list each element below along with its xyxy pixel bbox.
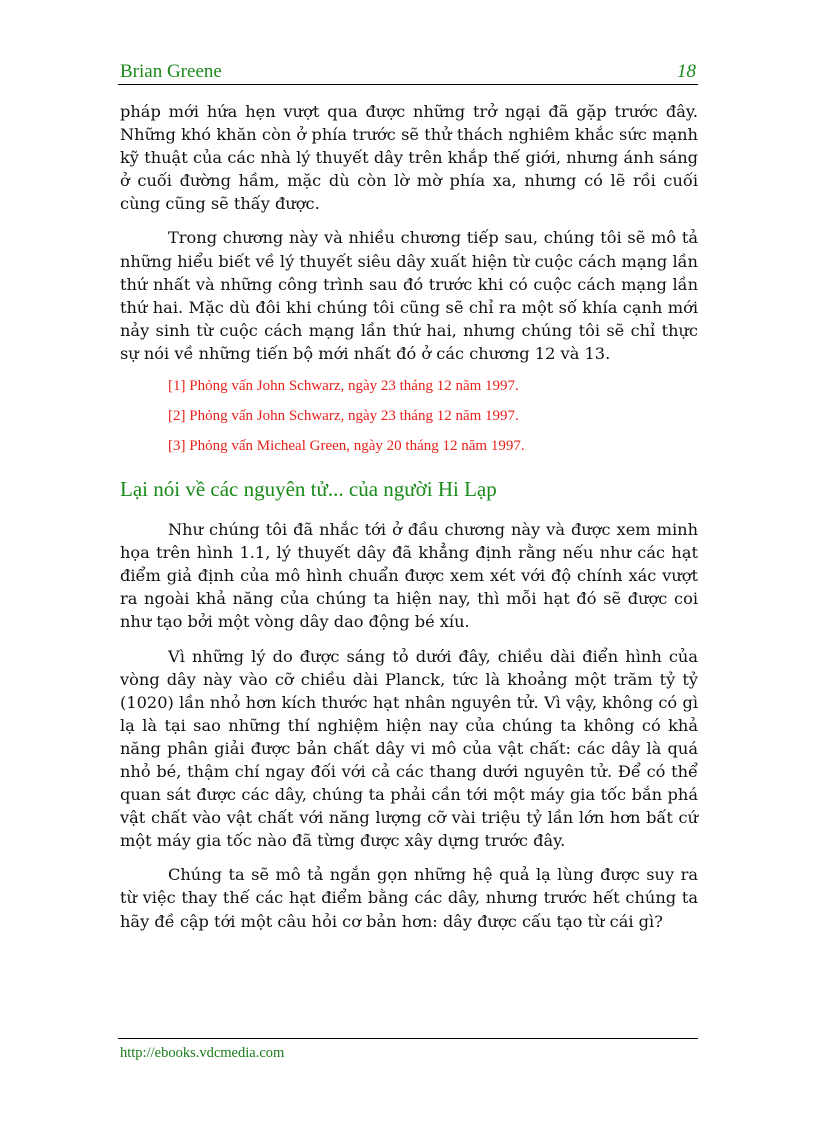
body-paragraph: Trong chương này và nhiều chương tiếp sau, chúng tôi sẽ mô tả những hiểu biết về lý thuyết siêu dây xuất hiện từ cuộc cách mạng lần thứ nhất và những công trình sau đó trước khi có cuộc cách mạng lần thứ hai. Mặc dù đôi khi chúng tôi cũng sẽ chỉ ra một số khía cạnh mới nảy sinh từ cuộc cách mạng lần thứ hai, nhưng chúng tôi sẽ chỉ thực sự nói về những tiến bộ mới nhất đó ở các chương 12 và 13. xyxy=(120,228,698,363)
body-paragraph: Chúng ta sẽ mô tả ngắn gọn những hệ quả lạ lùng được suy ra từ việc thay thế các hạt điểm bằng các dây, nhưng trước hết chúng ta hãy đề cập tới một câu hỏi cơ bản hơn: dây được cấu tạo từ cái gì? xyxy=(120,865,698,931)
header-page-number: 18 xyxy=(677,61,696,82)
body-paragraph: Như chúng tôi đã nhắc tới ở đầu chương này và được xem minh họa trên hình 1.1, lý thuyết dây đã khẳng định rằng nếu như các hạt điểm giả định của mô hình chuẩn được xem xét với độ chính xác vượt ra ngoài khả năng của chúng ta hiện nay, thì mỗi hạt đó sẽ được coi như tạo bởi một vòng dây dao động bé xíu. xyxy=(120,520,698,632)
section-heading: Lại nói về các nguyên tử... của người Hi Lạp xyxy=(120,477,497,502)
note-item: [2] Phỏng vấn John Schwarz, ngày 23 tháng 12 năm 1997. xyxy=(168,408,519,425)
note-item: [1] Phỏng vấn John Schwarz, ngày 23 tháng 12 năm 1997. xyxy=(168,378,519,395)
footer-url-link[interactable]: http://ebooks.vdcmedia.com xyxy=(120,1045,285,1061)
page-header xyxy=(118,60,698,85)
page-content xyxy=(120,100,698,944)
notes-list xyxy=(168,376,698,456)
body-paragraph: pháp mới hứa hẹn vượt qua được những trở ngại đã gặp trước đây. Những khó khăn còn ở phía trước sẽ thử thách nghiêm khắc sức mạnh kỹ thuật của các nhà lý thuyết dây trên khắp thế giới, nhưng ánh sáng ở cuối đường hầm, mặc dù còn lờ mờ phía xa, nhưng có lẽ rồi cuối cùng cũng sẽ thấy được. xyxy=(120,102,698,214)
header-author: Brian Greene xyxy=(120,61,222,82)
note-item: [3] Phỏng vấn Micheal Green, ngày 20 tháng 12 năm 1997. xyxy=(168,438,525,455)
page-footer xyxy=(118,1038,698,1061)
body-paragraph: Vì những lý do được sáng tỏ dưới đây, chiều dài điển hình của vòng dây này vào cỡ chiều dài Planck, tức là khoảng một trăm tỷ tỷ (1020) lần nhỏ hơn kích thước hạt nhân nguyên tử. Vì vậy, không có gì lạ là tại sao những thí nghiệm hiện nay của chúng ta không có khả năng phân giải được bản chất dây vi mô của vật chất: các dây là quá nhỏ bé, thậm chí ngay đối với cả các thang dưới nguyên tử. Để có thể quan sát được các dây, chúng ta phải cần tới một máy gia tốc bắn phá vật chất vào vật chất với năng lượng cỡ vài triệu tỷ lần lớn hơn bất cứ một máy gia tốc nào đã từng được xây dựng trước đây. xyxy=(120,646,698,851)
